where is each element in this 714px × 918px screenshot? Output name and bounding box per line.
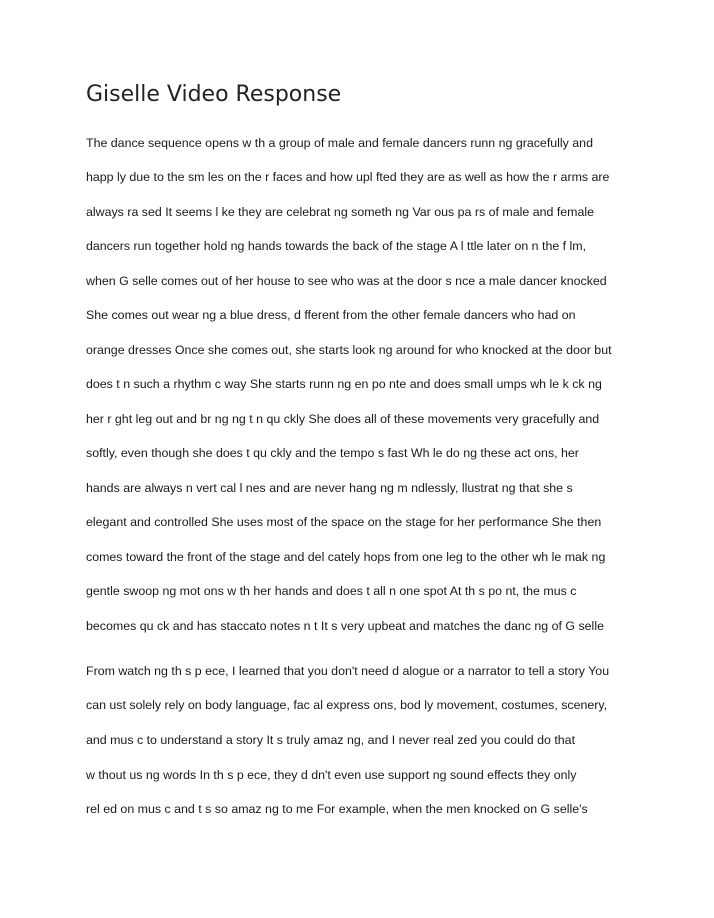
text-line: happ ly due to the sm les on the r faces and how upl fted they are as well as how the r arms are: [86, 170, 610, 184]
text-line: w thout us ng words In th s p ece, they d dn't even use support ng sound effects they only: [86, 768, 577, 782]
text-line: comes toward the front of the stage and del cately hops from one leg to the other wh le mak ng: [86, 550, 606, 564]
text-line: orange dresses Once she comes out, she starts look ng around for who knocked at the door but: [86, 343, 612, 357]
text-line: becomes qu ck and has staccato notes n t It s very upbeat and matches the danc ng of G selle: [86, 619, 604, 633]
text-line: hands are always n vert cal l nes and are never hang ng m ndlessly, llustrat ng that she s: [86, 481, 573, 495]
text-line: does t n such a rhythm c way She starts runn ng en po nte and does small umps wh le k ck ng: [86, 377, 602, 391]
text-line: her r ght leg out and br ng ng t n qu ckly She does all of these movements very gracefully and: [86, 412, 600, 426]
text-line: when G selle comes out of her house to see who was at the door s nce a male dancer knocked: [86, 274, 607, 288]
text-line: softly, even though she does t qu ckly and the tempo s fast Wh le do ng these act ons, her: [86, 446, 579, 460]
text-line: The dance sequence opens w th a group of male and female dancers runn ng gracefully and: [86, 136, 593, 150]
text-line: dancers run together hold ng hands towards the back of the stage A l ttle later on n the f lm,: [86, 239, 587, 253]
document-title: Giselle Video Response: [86, 82, 342, 107]
text-line: always ra sed It seems l ke they are celebrat ng someth ng Var ous pa rs of male and female: [86, 205, 595, 219]
text-line: rel ed on mus c and t s so amaz ng to me For example, when the men knocked on G selle's: [86, 802, 588, 816]
text-line: gentle swoop ng mot ons w th her hands and does t all n one spot At th s po nt, the mus c: [86, 584, 577, 598]
text-line: and mus c to understand a story It s truly amaz ng, and I never real zed you could do that: [86, 733, 576, 747]
text-line: From watch ng th s p ece, I learned that you don't need d alogue or a narrator to tell a story You: [86, 664, 610, 678]
text-line: can ust solely rely on body language, fac al express ons, bod ly movement, costumes, scenery,: [86, 698, 608, 712]
text-line: elegant and controlled She uses most of the space on the stage for her performance She then: [86, 515, 602, 529]
text-line: She comes out wear ng a blue dress, d fferent from the other female dancers who had on: [86, 308, 576, 322]
